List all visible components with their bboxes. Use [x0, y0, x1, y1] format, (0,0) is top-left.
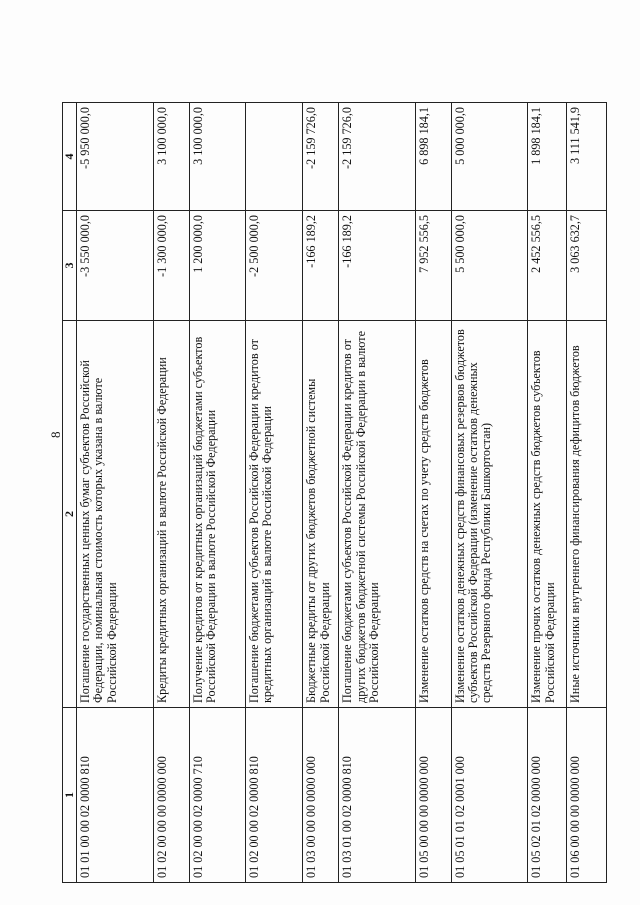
value-col3-cell: -1 300 000,0: [153, 211, 189, 321]
name-cell: Погашение бюджетами субъектов Российской Федерации кредитов от кредитных организаций в валюте Российской Федерации: [246, 321, 303, 708]
value-col3-cell: 7 952 556,5: [415, 211, 451, 321]
code-cell: 01 03 01 00 02 0000 810: [339, 708, 415, 883]
value-col4-cell: 6 898 184,1: [415, 103, 451, 211]
value-col3-cell: 3 063 632,7: [566, 211, 606, 321]
value-col3-cell: -3 550 000,0: [77, 211, 153, 321]
header-col-4: 4: [63, 103, 77, 211]
name-cell: Иные источники внутреннего финансирования дефицитов бюджетов: [566, 321, 606, 708]
value-col4-cell: -2 159 726,0: [339, 103, 415, 211]
value-col4-cell: 1 898 184,1: [528, 103, 566, 211]
value-col4-cell: 3 100 000,0: [189, 103, 245, 211]
table-row: [528, 103, 566, 883]
value-col3-cell: 5 500 000,0: [451, 211, 527, 321]
table-row: [566, 103, 606, 883]
value-col3-cell: -2 500 000,0: [246, 211, 303, 321]
table-row: [339, 103, 415, 883]
code-cell: 01 06 00 00 00 0000 000: [566, 708, 606, 883]
table-row: [189, 103, 245, 883]
code-cell: 01 03 00 00 00 0000 000: [303, 708, 339, 883]
rotated-table-container: [62, 103, 607, 883]
table-row: [415, 103, 451, 883]
code-cell: 01 02 00 00 02 0000 710: [189, 708, 245, 883]
table-row: [451, 103, 527, 883]
name-cell: Кредиты кредитных организаций в валюте Российской Федерации: [153, 321, 189, 708]
header-col-2: 2: [63, 321, 77, 708]
value-col4-cell: -2 159 726,0: [303, 103, 339, 211]
code-cell: 01 05 00 00 00 0000 000: [415, 708, 451, 883]
name-cell: Бюджетные кредиты от других бюджетов бюджетной системы Российской Федерации: [303, 321, 339, 708]
name-cell: Погашение бюджетами субъектов Российской Федерации кредитов от других бюджетов бюджетной системы Российской Федерации в валюте Российской Федерации: [339, 321, 415, 708]
value-col4-cell: [246, 103, 303, 211]
value-col3-cell: -166 189,2: [339, 211, 415, 321]
name-cell: Получение кредитов от кредитных организаций бюджетами субъектов Российской Федерации в валюте Российской Федерации: [189, 321, 245, 708]
value-col3-cell: 1 200 000,0: [189, 211, 245, 321]
value-col4-cell: -5 950 000,0: [77, 103, 153, 211]
code-cell: 01 05 02 01 02 0000 000: [528, 708, 566, 883]
name-cell: Погашение государственных ценных бумаг субъектов Российской Федерации, номинальная стоимость которых указана в валюте Российской Федерации: [77, 321, 153, 708]
name-cell: Изменение остатков денежных средств финансовых резервов бюджетов субъектов Российской Федерации (изменение остатков денежных средств Резервного фонда Республики Башкортостан): [451, 321, 527, 708]
name-cell: Изменение остатков средств на счетах по учету средств бюджетов: [415, 321, 451, 708]
table-header-row: [63, 103, 77, 883]
budget-sources-table: [62, 102, 607, 883]
value-col4-cell: 3 100 000,0: [153, 103, 189, 211]
value-col3-cell: -166 189,2: [303, 211, 339, 321]
value-col4-cell: 5 000 000,0: [451, 103, 527, 211]
table-row: [77, 103, 153, 883]
value-col3-cell: 2 452 556,5: [528, 211, 566, 321]
code-cell: 01 02 00 00 00 0000 000: [153, 708, 189, 883]
name-cell: Изменение прочих остатков денежных средств бюджетов субъектов Российской Федерации: [528, 321, 566, 708]
table-row: [153, 103, 189, 883]
value-col4-cell: 3 111 541,9: [566, 103, 606, 211]
page-number: 8: [48, 431, 63, 438]
header-col-3: 3: [63, 211, 77, 321]
code-cell: 01 05 01 01 02 0001 000: [451, 708, 527, 883]
table-row: [303, 103, 339, 883]
code-cell: 01 01 00 00 02 0000 810: [77, 708, 153, 883]
header-col-1: 1: [63, 708, 77, 883]
code-cell: 01 02 00 00 02 0000 810: [246, 708, 303, 883]
table-row: [246, 103, 303, 883]
